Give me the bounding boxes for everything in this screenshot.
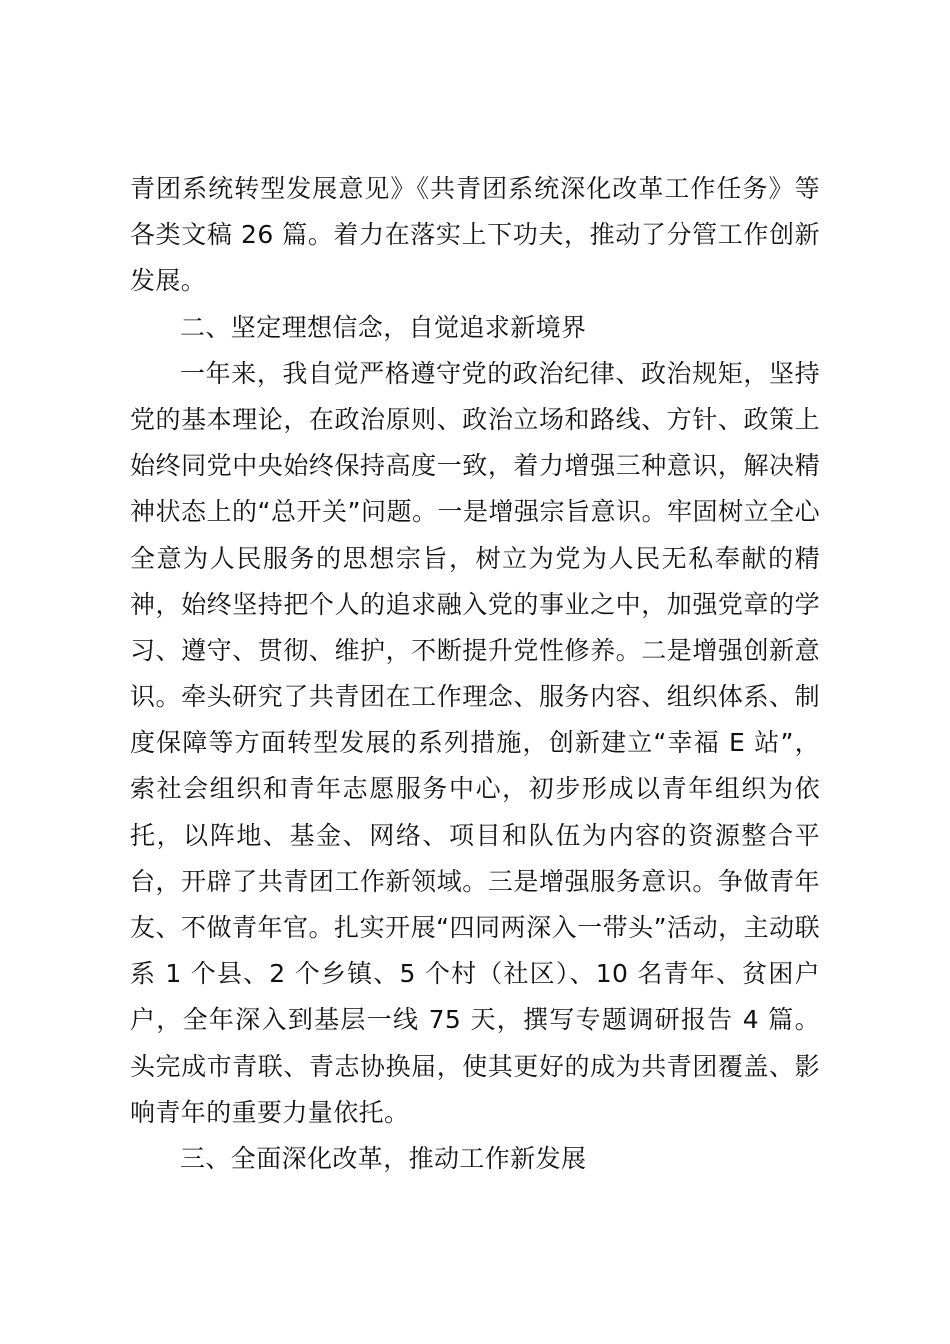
text-line: 识。牵头研究了共青团在工作理念、服务内容、组织体系、制: [130, 682, 820, 712]
text-line: 青团系统转型发展意见》《共青团系统深化改革工作任务》等: [130, 174, 820, 203]
section-heading: 三、全面深化改革，推动工作新发展: [180, 1143, 587, 1173]
section-heading: 二、坚定理想信念，自觉追求新境界: [180, 312, 587, 342]
text-line: 发展。: [130, 266, 207, 296]
text-line: 神，始终坚持把个人的追求融入党的事业之中，加强党章的学: [130, 589, 820, 619]
text-line: 一年来，我自觉严格遵守党的政治纪律、政治规矩，坚持: [180, 358, 820, 388]
text-line: 托，以阵地、基金、网络、项目和队伍为内容的资源整合平: [130, 820, 820, 850]
text-line: 神状态上的“总开关”问题。一是增强宗旨意识。牢固树立全心: [130, 497, 820, 527]
text-line: 习、遵守、贯彻、维护，不断提升党性修养。二是增强创新意: [130, 635, 820, 665]
text-line: 党的基本理论，在政治原则、政治立场和路线、方针、政策上: [130, 404, 820, 434]
document-body: [130, 166, 820, 1182]
paragraph-continued: [130, 166, 820, 305]
text-line: 系 1 个县、2 个乡镇、5 个村（社区）、10 名青年、贫困户: [130, 959, 820, 989]
text-line: 友、不做青年官。扎实开展“四同两深入一带头”活动，主动联: [130, 913, 820, 942]
section-3: [130, 1136, 820, 1182]
text-line: 各类文稿 26 篇。着力在落实上下功夫，推动了分管工作创新: [130, 220, 820, 250]
text-line: 台，开辟了共青团工作新领域。三是增强服务意识。争做青年: [130, 866, 820, 896]
text-line: 户，全年深入到基层一线 75 天，撰写专题调研报告 4 篇。: [130, 1005, 820, 1035]
text-line: 响青年的重要力量依托。: [130, 1097, 410, 1127]
section-2: [130, 305, 820, 1136]
text-line: 索社会组织和青年志愿服务中心，初步形成以青年组织为依: [130, 774, 820, 804]
text-line: 始终同党中央始终保持高度一致，着力增强三种意识，解决精: [130, 451, 820, 481]
text-line: 度保障等方面转型发展的系列措施，创新建立“幸福 E 站”，: [130, 728, 820, 758]
text-line: 全意为人民服务的思想宗旨，树立为党为人民无私奉献的精: [130, 543, 820, 573]
text-line: 头完成市青联、青志协换届，使其更好的成为共青团覆盖、影: [130, 1051, 820, 1081]
